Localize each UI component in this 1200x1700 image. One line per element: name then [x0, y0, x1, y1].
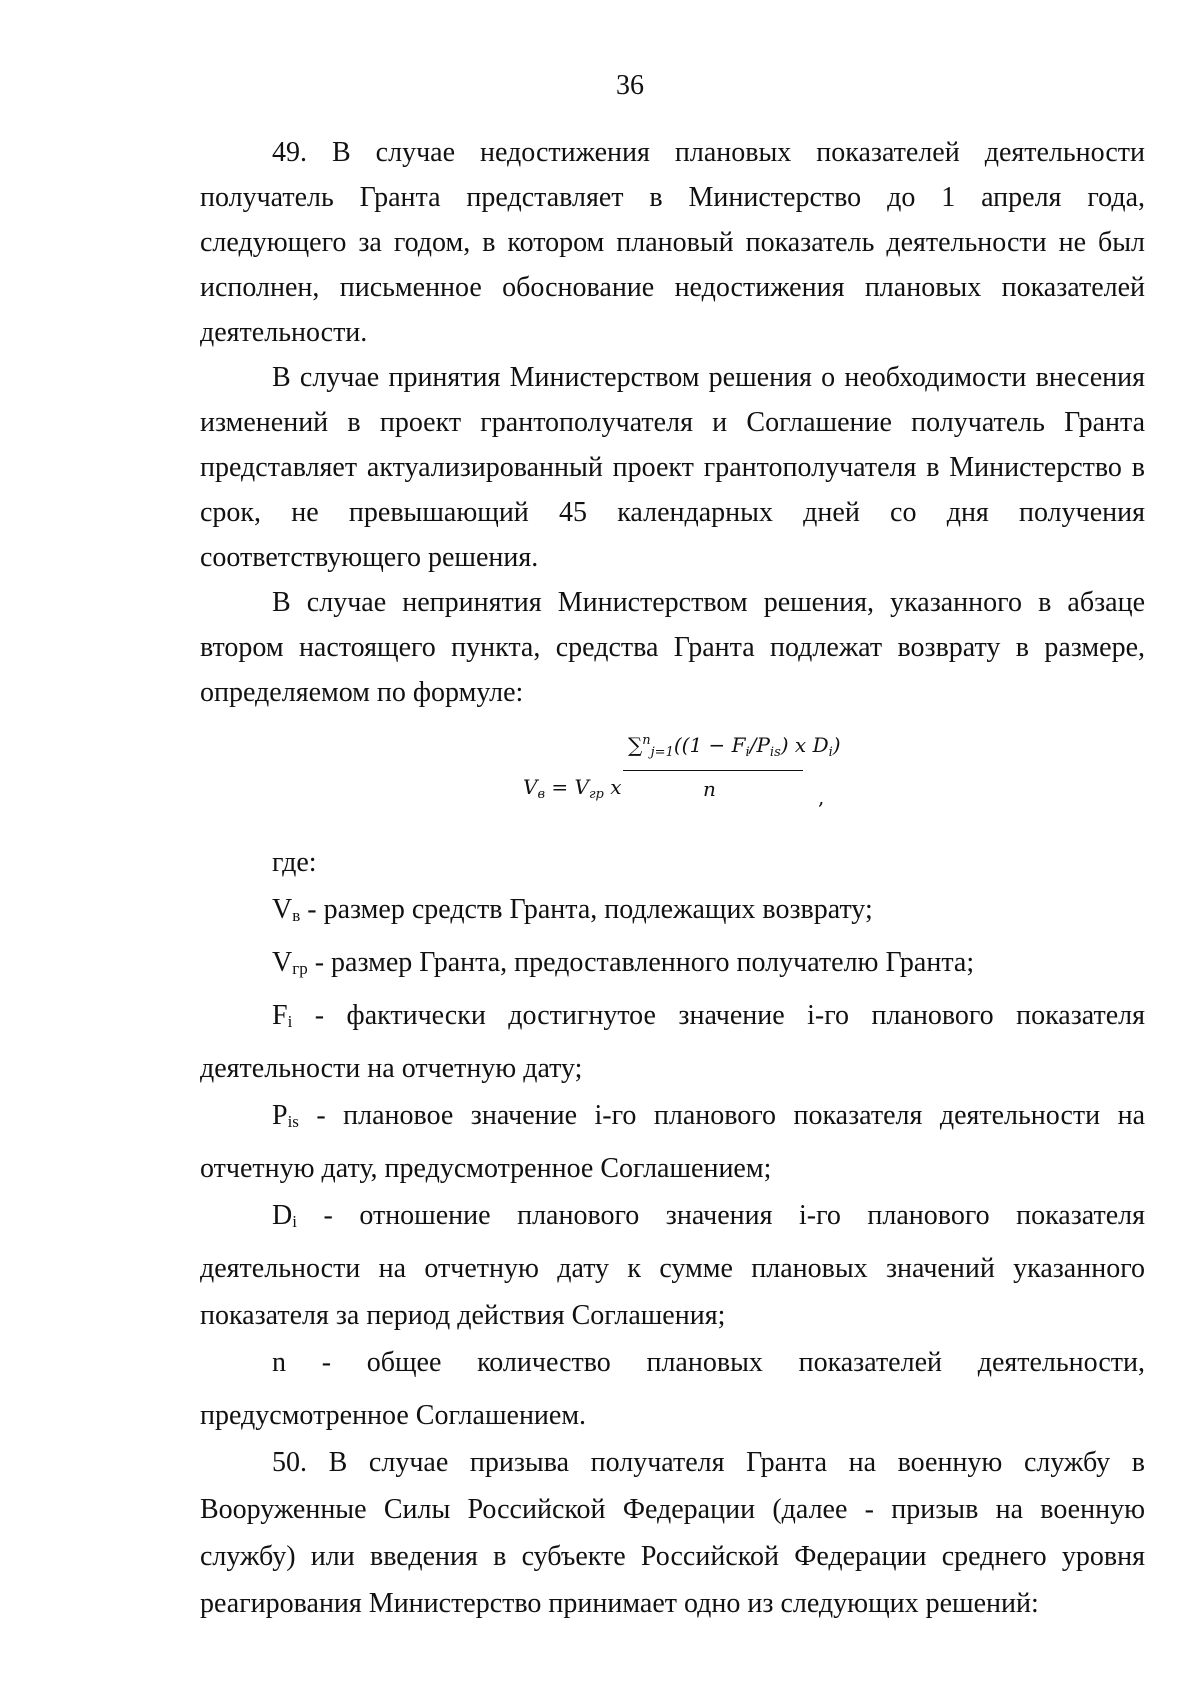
page-number: 36 [616, 70, 644, 101]
body-text [200, 130, 1145, 1627]
formula-lhs: $V_в = V_{гр}$ x [523, 775, 622, 802]
definition-vv: Vв - размер средств Гранта, подлежащих возврату; [272, 894, 873, 925]
formula-block [200, 715, 1145, 833]
formula-denominator: n [703, 777, 716, 801]
definition-vgr: Vгр - размер Гранта, предоставленного получателю Гранта; [272, 947, 975, 978]
paragraph-decision: В случае принятия Министерством решения о необходимости внесения изменений в проект грантополучателя и Соглашение получатель Гранта представляет актуализированный проект грантополучателя в Министерство в срок, не превышающий 45 календарных дней со дня получения соответствующего решения. [200, 362, 1145, 573]
paragraph-49: 49. В случае недостижения плановых показателей деятельности получатель Гранта представляет в Министерство до 1 апреля года, следующего за годом, в котором плановый показатель деятельности не был исполнен, письменное обоснование недостижения плановых показателей деятельности. [200, 137, 1145, 348]
definition-pis: Pis - плановое значение i-го планового показателя деятельности на отчетную дату, предусмотренное Соглашением; [200, 1100, 1145, 1184]
definition-di: Di - отношение планового значения i-го планового показателя деятельности на отчетную дату к сумме плановых значений указанного показателя за период действия Соглашения; [200, 1200, 1145, 1331]
formula-comma: , [818, 785, 825, 809]
where-label: где: [272, 847, 317, 878]
formula-fraction-bar [623, 770, 803, 771]
paragraph-non-decision: В случае непринятия Министерством решения, указанного в абзаце втором настоящего пункта, средства Гранта подлежат возврату в размере, определяемом по формуле: [200, 587, 1145, 708]
formula-numerator: $\sum^n_{j=1}((1 - F_i/P_{is})$ x $D_i$) [628, 733, 841, 760]
refund-formula [523, 725, 923, 825]
definition-fi: Fi - фактически достигнутое значение i-го планового показателя деятельности на отчетную дату; [200, 1000, 1145, 1084]
definition-n: n - общее количество плановых показателей деятельности, предусмотренное Соглашением. [200, 1347, 1145, 1431]
paragraph-50: 50. В случае призыва получателя Гранта на военную службу в Вооруженные Силы Российской Федерации (далее - призыв на военную службу) или введения в субъекте Российской Федерации среднего уровня реагирования Министерство принимает одно из следующих решений: [200, 1447, 1145, 1619]
